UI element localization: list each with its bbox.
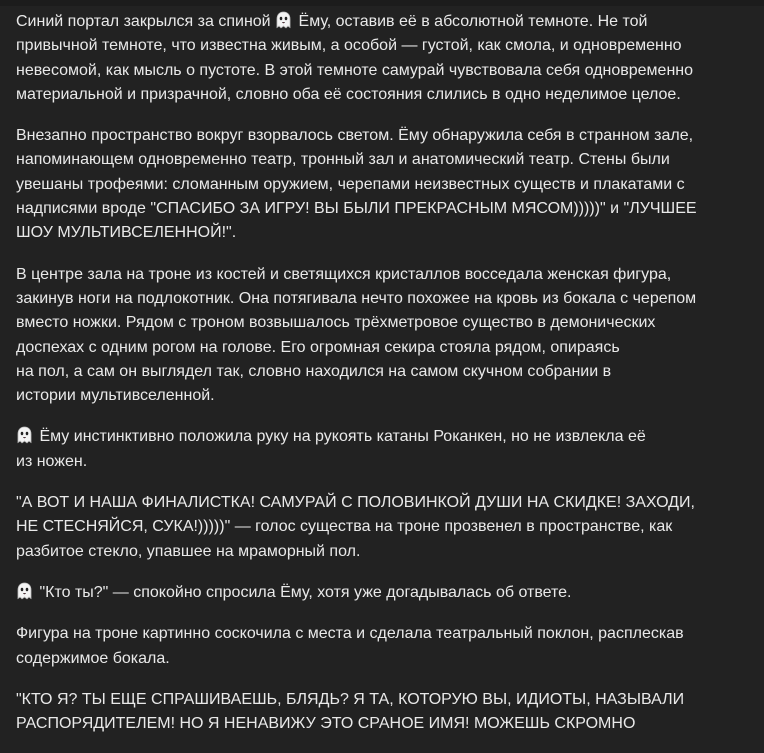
paragraph-text: "Кто ты?" — спокойно спросила Ёму, хотя уже догадывалась об ответе. <box>35 583 572 601</box>
story-paragraph <box>16 622 746 671</box>
ghost-emoji-icon <box>275 11 292 29</box>
paragraph-text: доспехах с одним рогом на голове. Его огромная секира стояла рядом, опираясь <box>16 338 620 356</box>
paragraph-text: ШОУ МУЛЬТИВСЕЛЕННОЙ!". <box>16 224 237 242</box>
top-edge <box>0 0 764 6</box>
story-paragraph <box>16 581 746 605</box>
story-paragraph <box>16 425 746 474</box>
paragraph-text: Синий портал закрылся за спиной <box>16 13 276 30</box>
ghost-emoji-icon <box>16 582 33 600</box>
paragraph-text: РАСПОРЯДИТЕЛЕМ! НО Я НЕНАВИЖУ ЭТО СРАНОЕ ИМЯ! МОЖЕШЬ СКРОМНО <box>16 715 636 733</box>
paragraph-text: материальной и призрачной, словно оба её состояния слились в одно неделимое целое. <box>16 85 681 103</box>
paragraph-text: содержимое бокала. <box>16 649 170 667</box>
paragraph-text: закинув ноги на подлокотник. Она потягивала нечто похожее на кровь из бокала с черепом <box>16 289 697 307</box>
paragraph-text: вместо ножки. Рядом с троном возвышалось трёхметровое существо в демонических <box>16 314 656 332</box>
story-paragraph <box>16 124 746 245</box>
paragraph-text: привычной темноте, что известна живым, а особой — густой, как смола, и одновременно <box>16 37 682 55</box>
paragraph-text: истории мультивселенной. <box>16 387 215 405</box>
paragraph-text: невесомой, как мысль о пустоте. В этой темноте самурай чувствовала себя одновременно <box>16 61 694 79</box>
story-paragraph <box>16 688 746 737</box>
paragraph-text: из ножен. <box>16 452 88 470</box>
scrollbar-track[interactable] <box>752 0 764 729</box>
paragraph-text: разбитое стекло, упавшее на мраморный пол. <box>16 542 361 560</box>
paragraph-text: напоминающем одновременно театр, тронный зал и анатомический театр. Стены были <box>16 151 670 169</box>
paragraph-text: Внезапно пространство вокруг взорвалось светом. Ёму обнаружила себя в странном зале, <box>16 127 694 145</box>
ghost-emoji-icon <box>16 426 33 444</box>
story-paragraph <box>16 10 746 107</box>
story-text <box>16 10 746 753</box>
paragraph-text: Ёму инстинктивно положила руку на рукоять катаны Роканкен, но не извлекла её <box>35 428 646 446</box>
paragraph-text: надписями вроде "СПАСИБО ЗА ИГРУ! ВЫ БЫЛИ ПРЕКРАСНЫМ МЯСОМ)))))" и "ЛУЧШЕЕ <box>16 200 697 218</box>
paragraph-text: на пол, а сам он выглядел так, словно находился на самом скучном собрании в <box>16 362 612 380</box>
paragraph-text: НЕ СТЕСНЯЙСЯ, СУКА!)))))" — голос существа на троне прозвенел в пространстве, как <box>16 518 673 536</box>
paragraph-text: "А ВОТ И НАША ФИНАЛИСТКА! САМУРАЙ С ПОЛОВИНКОЙ ДУШИ НА СКИДКЕ! ЗАХОДИ, <box>16 494 695 512</box>
paragraph-text: увешаны трофеями: сломанным оружием, черепами неизвестных существ и плакатами с <box>16 175 685 193</box>
paragraph-text: "КТО Я? ТЫ ЕЩЕ СПРАШИВАЕШЬ, БЛЯДЬ? Я ТА, КОТОРУЮ ВЫ, ИДИОТЫ, НАЗЫВАЛИ <box>16 690 685 708</box>
story-paragraph <box>16 491 746 564</box>
paragraph-text: В центре зала на троне из костей и светящихся кристаллов восседала женская фигура, <box>16 265 672 283</box>
paragraph-text: Ёму, оставив её в абсолютной темноте. Не той <box>294 13 648 30</box>
story-paragraph <box>16 263 746 409</box>
paragraph-text: Фигура на троне картинно соскочила с места и сделала театральный поклон, расплескав <box>16 625 684 643</box>
